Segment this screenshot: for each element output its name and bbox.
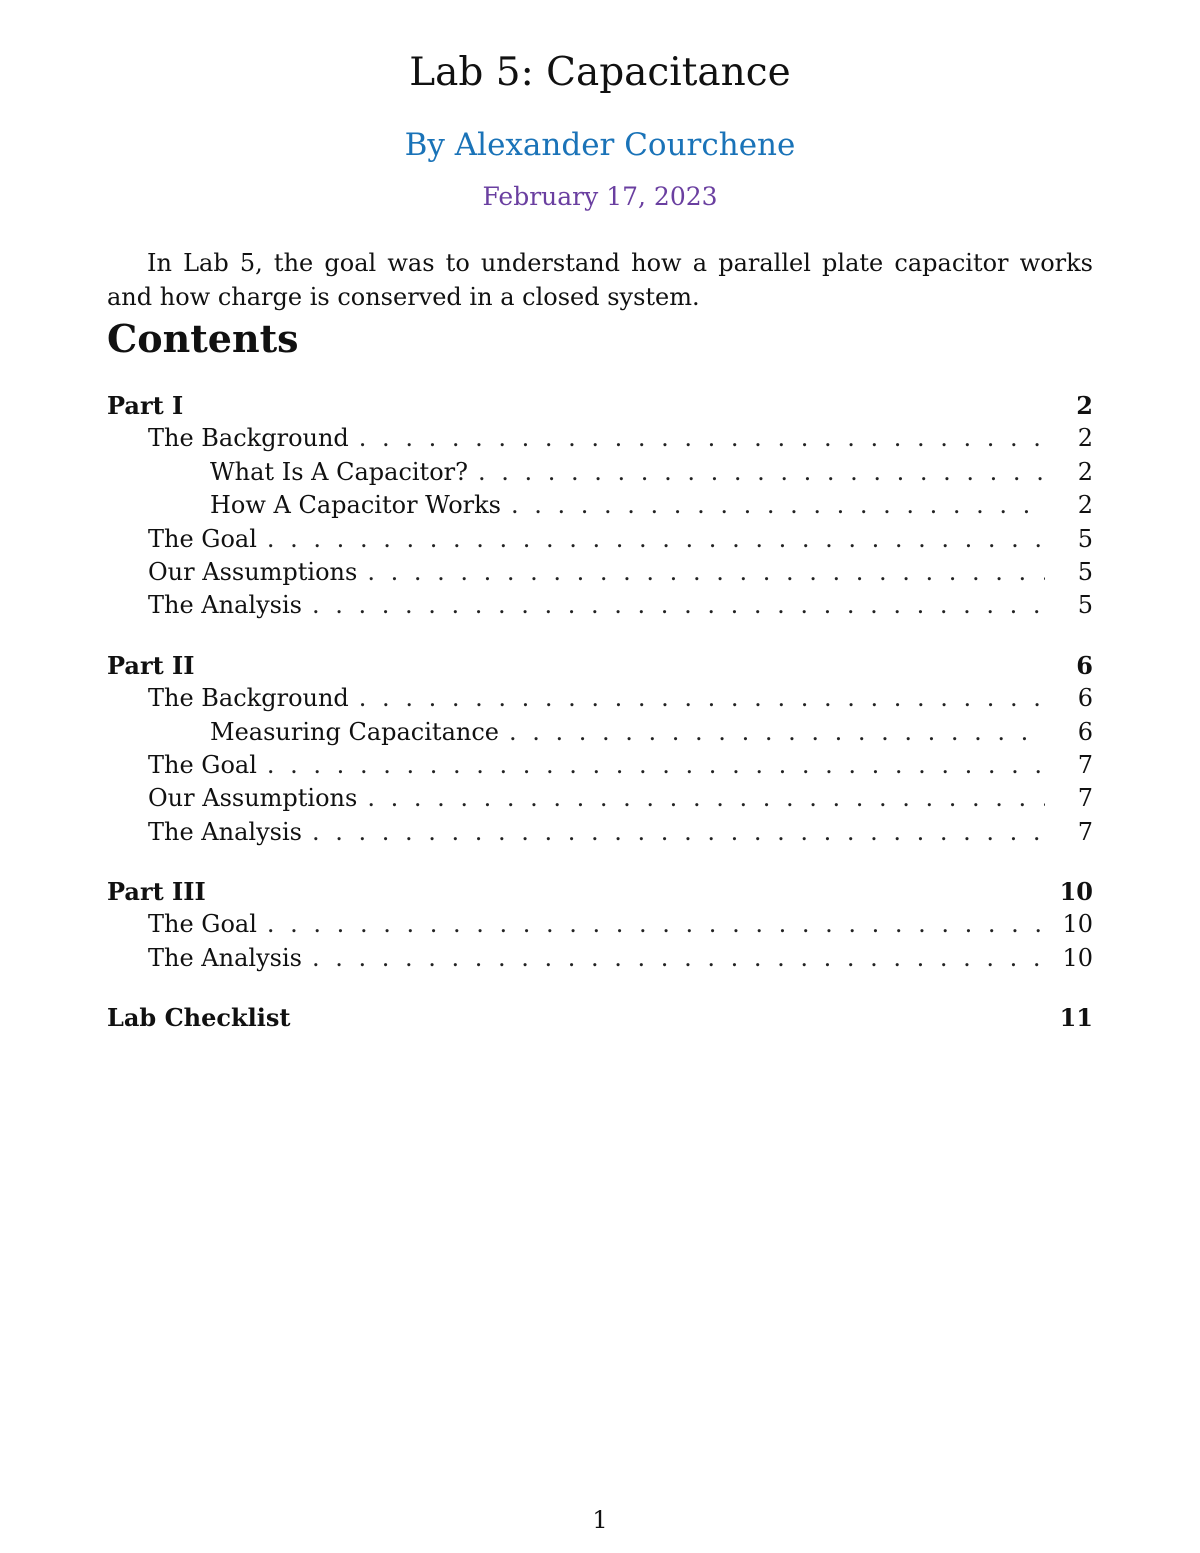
toc-entry-label: The Goal [148, 750, 257, 779]
toc-entry-label: Lab Checklist [107, 1003, 291, 1033]
toc-entry[interactable] [107, 649, 1093, 682]
toc-entry-page: 2 [1077, 424, 1093, 453]
table-of-contents [107, 389, 1093, 1035]
toc-entry-page: 5 [1077, 524, 1093, 553]
page-number: 1 [592, 1506, 608, 1534]
toc-entry[interactable] [107, 489, 1093, 522]
toc-entry[interactable] [107, 589, 1093, 622]
toc-dot-leader [367, 782, 1045, 815]
toc-dot-leader [367, 556, 1045, 589]
toc-dot-leader [312, 816, 1045, 849]
toc-dot-leader [359, 422, 1045, 455]
toc-entry[interactable] [107, 908, 1093, 941]
toc-entry-page: 6 [1077, 684, 1093, 713]
toc-dot-leader [312, 589, 1045, 622]
toc-dot-leader [312, 942, 1045, 975]
toc-entry[interactable] [107, 523, 1093, 556]
toc-entry[interactable] [107, 942, 1093, 975]
toc-entry-label: Our Assumptions [148, 557, 358, 586]
toc-entry-page: 7 [1077, 784, 1093, 813]
toc-entry-page: 7 [1077, 817, 1093, 846]
toc-entry-page: 6 [1077, 717, 1093, 746]
toc-dot-leader [509, 716, 1045, 749]
toc-dot-leader [359, 682, 1045, 715]
toc-entry[interactable] [107, 556, 1093, 589]
abstract-paragraph: In Lab 5, the goal was to understand how a parallel plate capacitor works and how charge is conserved in a closed system. [107, 249, 1093, 311]
contents-heading: Contents [107, 316, 299, 361]
toc-entry-page: 2 [1077, 457, 1093, 486]
toc-entry[interactable] [107, 749, 1093, 782]
toc-entry-page: 2 [1077, 491, 1093, 520]
toc-dot-leader [267, 749, 1045, 782]
toc-entry-label: What Is A Capacitor? [210, 457, 468, 486]
toc-entry-label: Our Assumptions [148, 784, 358, 813]
document-author: By Alexander Courchene [404, 127, 796, 163]
toc-entry-label: Part I [107, 391, 184, 420]
toc-entry-label: The Goal [148, 524, 257, 553]
toc-entry-label: The Background [148, 684, 349, 713]
document-date: February 17, 2023 [482, 182, 718, 211]
toc-entry[interactable] [107, 456, 1093, 489]
toc-entry-page: 6 [1076, 650, 1093, 680]
toc-entry-label: The Background [148, 424, 349, 453]
toc-entry[interactable] [107, 816, 1093, 849]
toc-entry-page: 10 [1062, 943, 1093, 972]
toc-dot-leader [267, 908, 1045, 941]
toc-entry-label: How A Capacitor Works [210, 491, 501, 520]
toc-entry-label: The Goal [148, 910, 257, 939]
toc-entry-label: The Analysis [148, 943, 302, 972]
toc-dot-leader [511, 489, 1045, 522]
toc-entry-label: Part II [107, 650, 195, 680]
toc-entry[interactable] [107, 389, 1093, 422]
toc-entry[interactable] [107, 782, 1093, 815]
toc-dot-leader [267, 523, 1045, 556]
toc-entry-label: Measuring Capacitance [210, 717, 499, 746]
toc-entry-page: 10 [1059, 877, 1093, 907]
toc-entry-page: 10 [1062, 910, 1093, 939]
toc-entry-page: 11 [1059, 1003, 1093, 1033]
toc-entry[interactable] [107, 422, 1093, 455]
toc-entry[interactable] [107, 716, 1093, 749]
toc-entry-page: 2 [1076, 391, 1093, 420]
toc-entry-label: The Analysis [148, 817, 302, 846]
toc-entry[interactable] [107, 875, 1093, 908]
toc-dot-leader [478, 456, 1045, 489]
toc-entry-page: 5 [1077, 557, 1093, 586]
toc-entry-page: 5 [1077, 591, 1093, 620]
document-title: Lab 5: Capacitance [409, 50, 791, 95]
toc-entry-label: Part III [107, 877, 206, 907]
toc-entry-page: 7 [1077, 750, 1093, 779]
toc-entry[interactable] [107, 682, 1093, 715]
toc-entry[interactable] [107, 1001, 1093, 1034]
toc-entry-label: The Analysis [148, 591, 302, 620]
